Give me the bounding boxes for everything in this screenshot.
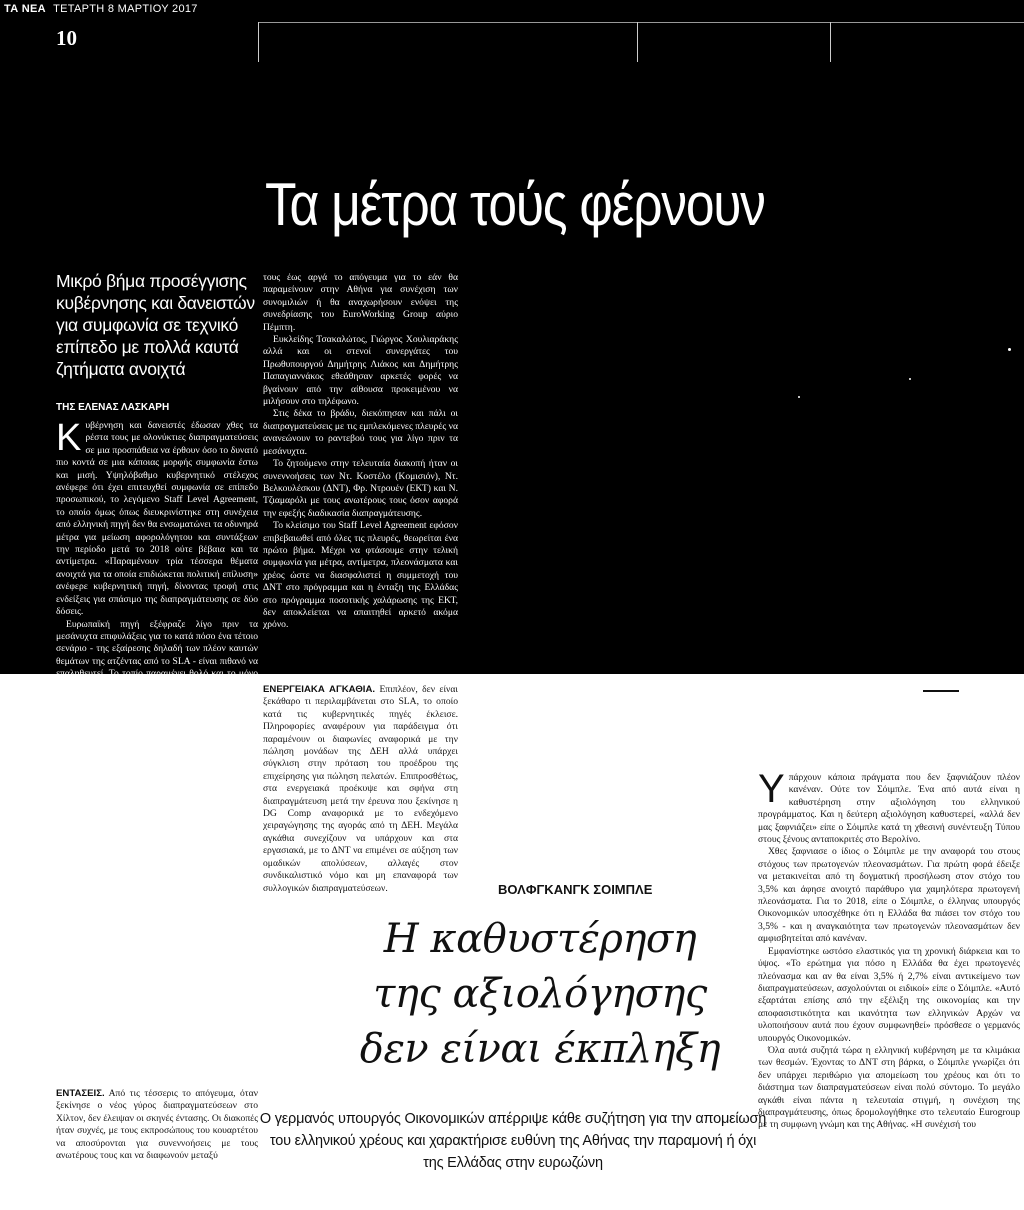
article-headline: Τα μέτρα τούς φέρνουν [265, 171, 765, 238]
drop-cap: Υ [758, 767, 785, 811]
masthead-date: ΤΕΤΑΡΤΗ 8 ΜΑΡΤΙΟΥ 2017 [53, 3, 198, 15]
paragraph: τους έως αργά το απόγευμα για το εάν θα παραμείνουν στην Αθήνα για συνέχιση των συνομιλιών ή θα αναχωρήσουν ενόψει της συνεδρίασης του EuroWorking Group αύριο Πέμπτη. [263, 272, 458, 333]
paragraph: Το ζητούμενο στην τελευταία διακοπή ήταν οι συνεννοήσεις των Ντ. Κοστέλο (Κομισιόν), Ντ. Βελκουλέσκου (ΔΝΤ), Φρ. Ντρουέν (ΕΚΤ) και Ν. Τζιαμαρόλι με τους ανωτέρους τους όσον αφορά την εφεξής διαδικασία διαπραγμάτευσης. [263, 458, 458, 519]
paragraph-text: υβέρνηση και δανειστές έδωσαν χθες τα ρέστα τους με ολονύκτιες διαπραγματεύσεις σε μια προσπάθεια να έρθουν όσο το δυνατό πιο κοντά σε μια κάποιας μορφής συμφωνία έστω και μισή. Υψηλόβαθμο κυβερνητικό στέλεχος ανέφερε ότι έχει επιτευχθεί συμφωνία σε επίπεδο προσωπικού, το λεγόμενο Staff Level Agreement, το οποίο όμως όπως διευκρινίστηκε στη συνέχεια από ελληνική πηγή δεν θα ενσωματώνει τα οδυνηρά μέτρα για μείωση αφορολόγητου και συντάξεων την περίοδο μετά το 2018 ούτε βέβαια και τα αντίμετρα. «Παραμένουν τρία τέσσερα θέματα ανοιχτά για τα οποία επιδιώκεται πολιτική επίλυση» ανέφερε κυβερνητική πηγή, δίνοντας τροφή στις ενδείξεις για σπάσιμο της διαπραγμάτευσης σε δύο δόσεις. [56, 420, 258, 618]
photo-speck [909, 378, 911, 380]
article-column-2 [263, 272, 458, 632]
decorative-dash [923, 690, 959, 692]
sidebar-title-line: Η καθυστέρηση [383, 916, 697, 962]
page-header-bar [0, 0, 1024, 62]
page-number: 10 [56, 26, 77, 50]
paragraph: Ευρωπαϊκή πηγή εξέφραζε λίγο πριν τα μεσάνυχτα επιφυλάξεις για το κατά πόσο ένα τέτοιο σενάριο - της εξαίρεσης δηλαδή των πλέον καυτών θεμάτων της ατζέντας από το SLA - είναι πιθανό να επαληθευτεί. Το τοπίο παραμένει θολό και το μόνο βέβαιο είναι ότι ως την τελευταία στιγμή οι εμπλεκόμενες πλευρές επιχειρούσαν να μην αναγκαστούν οι δανειστές από την Αθήνα σε κλίμα αδιεξόδου. Έτσι οι διαπραγματεύσεις θα συνεχιστούν και σήμερα. [56, 618, 258, 742]
paragraph [56, 417, 258, 619]
photo-speck [798, 396, 800, 398]
paragraph: Χθες ξαφνιασε ο ίδιος ο Σόιμπλε με την αναφορά του στους στόχους των πρωτογενών πλεονασμάτων. Για πρώτη φορά έδειξε να μετακινείται από τη δογματική προσήλωση στον στόχο του 3,5% και άφησε ανοιχτό παράθυρο για χαμηλότερα πρωτογενή πλεονάσματα. Για το 2018, είπε ο Σόιμπλε, ο έλληνας υπουργός Οικονομικών υποσχέθηκε ότι η Ελλάδα θα πιάσει τον στόχο του 3,5% - και η αναγκαιότητα των πρωτογενών πλεονασμάτων δεν αμφισβητείται από κανέναν. [758, 846, 1020, 945]
article-column-1 [56, 417, 258, 978]
article-deck: Μικρό βήμα προσέγγισης κυβέρνησης και δανειστών για συμφωνία σε τεχνικό επίπεδο με πολλά καυτά ζητήματα ανοιχτά [56, 271, 255, 379]
header-rule [258, 22, 1024, 23]
paragraph [758, 767, 1020, 846]
paragraph-text: πάρχουν κάποια πράγματα που δεν ξαφνιάζουν πλέον κανέναν. Ούτε τον Σόιμπλε. Ένα από αυτά είναι η καθυστέρηση στην αξιολόγηση του ελληνικού προγράμματος. Και η δεύτερη αξιολόγηση καθυστερεί, «αλλά δεν μας ξαφνιάζει» είπε ο Σόιμπλε κατά τη χθεσινή συνέντευξη Τύπου στους ξένους ανταποκριτές στο Βερολίνο. [758, 772, 1020, 846]
paragraph [263, 684, 458, 895]
sidebar-kicker: ΒΟΛΦΓΚΑΝΓΚ ΣΟΙΜΠΛΕ [498, 882, 653, 897]
sidebar-title-line: της αξιολόγησης [373, 971, 707, 1017]
subheading: ΕΝΕΡΓΕΙΑΚΑ ΑΓΚΑΘΙΑ. [263, 684, 376, 695]
photo-speck [1008, 348, 1011, 351]
paragraph-text: Επιπλέον, δεν είναι ξεκάθαρο τι περιλαμβάνεται στο SLA, το οποίο κατά τις κυβερνητικές πηγές έκλεισε. Πληροφορίες αναφέρουν για παράδειγμα ότι παραμένουν οι διαφωνίες αναφορικά με την πώληση μονάδων της ΔΕΗ αλλά υπάρχει σύγκλιση στην πρόταση του προέδρου της επιχείρησης για πώληση πελατών. Επιπροσθέτως, στα ενεργειακά προέκυψε και σφήνα στη διαπραγμάτευση μετά την έρευνα που ξεκίνησε η DG Comp αναφορικά με το ενδεχόμενο χειραγώγησης της αγοράς από τη ΔΕΗ. Μεγάλα αγκάθια συνεχίζουν να υπάρχουν και στα εργασιακά, με το ΔΝΤ να επιμένει σε αύξηση των ομαδικών απολύσεων, αλλαγές στον συνδικαλιστικό νόμο και μη επαναφορά των συλλογικών διαπραγματεύσεων. [263, 684, 458, 894]
paragraph-text: Από τις τέσσερις το απόγευμα, όταν ξεκίνησε ο νέος γύρος διαπραγματεύσεων στο Χίλτον, δεν έλειψαν οι σκηνές έντασης. Οι διακοπές ήταν συχνές, με τους εκπροσώπους του κουαρτέτου να αποσύρονται για συνεννοήσεις με τους ανωτέρους τους και να διαφωνούν μεταξύ [56, 1088, 258, 1162]
header-divider [258, 22, 259, 62]
drop-cap: Κ [56, 417, 82, 459]
masthead [4, 3, 198, 15]
paragraph: Το κλείσιμο του Staff Level Agreement εφόσον επιβεβαιωθεί από όλες τις πλευρές, θεωρείται ένα πρώτο βήμα. Μέχρι να φτάσουμε στην τελική συμφωνία για μέτρα, αντίμετρα, πλεονάσματα και χρέος ώστε να διασφαλιστεί η συμμετοχή του ΔΝΤ στο πρόγραμμα και η ένταξη της Ελλάδας στο πρόγραμμα ποσοτικής χαλάρωσης της ΕΚΤ, δεν αποκλείεται να απαιτηθεί αρκετό ακόμα χρόνο. [263, 520, 458, 631]
paragraph: Εμφανίστηκε ωστόσο ελαστικός για τη χρονική διάρκεια και το ύψος. «Το ερώτημα για πόσο η Ελλάδα θα έχει πρωτογενές πλεόνασμα και αν θα είναι 3,5% ή 2,7% είναι αντικείμενο των διαπραγματεύσεων, ασχολούνται οι ειδικοί» είπε ο Σόιμπλε. «Αυτό εξαρτάται επίσης από την εξέλιξη της οικονομίας και την αποφασιστικότητα και ικανότητα των ελληνικών Αρχών να υλοποιήσουν αυτά που έχουν συμφωνηθεί» πρόσθεσε ο γερμανός υπουργός Οικονομικών. [758, 945, 1020, 1044]
masthead-brand: ΤΑ ΝΕΑ [4, 3, 46, 15]
article-column-2-continued [263, 684, 458, 895]
paragraph: Η προσπάθεια συγκλίσεων φαινόταν από το βράδυ της Δευτέρας, όταν κατά πληροφορίες από κυβερνητικές πηγές το ΔΝΤ αποδέχθηκε την υπεραπόδοση του πρωτογενούς πλεονάσματος το 2016 με μόνιμα χαρακτηριστικά σε ένα σημαντικό βαθμό. Η εξέλιξη αυτή σπάθηκε ικανή για να κλείσει έως το δημοσιονομικό κενό για το 2018 με μόνες παρεμβάσεις στο μέτωπο των περικοπών επιδομάτων τα οποία θα ενσωματωθούν στο Κοινωνικό Εισόδημα Αλληλεγγύης. Αυτές οι παρεμβάσεις είχαν συμφωνηθεί από τον Δεκέμβριο. Η κυβέρνηση, χωρίς να έχει πει το οριστικό και, φέρεται να αποδέχεται τα νέα μέτρα ύψους 2% του ΑΕΠ (ενδεχομένως να κατέβει ο πήχης οριακά στην περιοχή του 1,9% του ΑΕΠ ή κατά περίπου 180 εκατ. ευρώ σε σύνολο 3,6 δισ.) με το αφορολόγητο να κατεβαίνει στα 6.000 ευρώ από το 2019 και τις συντάξεις να μπαίνουν στην κλίνη του Προκρούστη το 2020. [56, 742, 258, 977]
paragraph [56, 1088, 258, 1162]
sidebar-title-line: δεν είναι έκπληξη [359, 1026, 721, 1072]
paragraph: Στις δέκα το βράδυ, διεκόπησαν και πάλι οι διαπραγματεύσεις με τις εμπλεκόμενες πλευρές να ανανεώνουν το ραντεβού τους για λίγο πριν τα μεσάνυχτα. [263, 408, 458, 457]
byline: ΤΗΣ ΕΛΕΝΑΣ ΛΑΣΚΑΡΗ [56, 402, 170, 413]
header-divider [637, 22, 638, 62]
sidebar-subtitle: Ο γερμανός υπουργός Οικονομικών απέρριψε κάθε συζήτηση για την απομείωση του ελληνικού χρέους και χαρακτήρισε ευθύνη της Αθήνας την παραμονή ή όχι της Ελλάδας στην ευρωζώνη [259, 1111, 767, 1171]
article-column-1-continued [56, 1088, 258, 1162]
header-divider [830, 22, 831, 62]
paragraph: Όλα αυτά συζητά τώρα η ελληνική κυβέρνηση με τα κλιμάκια των θεσμών. Έχοντας το ΔΝΤ στη βάρκα, ο Σόιμπλε γνωρίζει ότι δεν υπάρχει περιθώριο για απομείωση του χρέους και ότι το διάστημα των διαπραγματεύσεων είναι πολύ σύντομο. Το μεγάλο αγκάθι είναι πάντα η τελευταία στιγμή, η συνέχιση της διαπραγμάτευσης, όπως δρομολογήθηκε στο τελευταίο Eurogroup με τη συμφωνη γνώμη και της Αθήνας. «Η συνέχισή του [758, 1044, 1020, 1131]
subheading: ΕΝΤΑΣΕΙΣ. [56, 1088, 105, 1099]
sidebar-title [305, 912, 775, 1077]
sidebar-column [758, 767, 1020, 1132]
paragraph: Ευκλείδης Τσακαλώτος, Γιώργος Χουλιαράκης αλλά και οι στενοί συνεργάτες του Πρωθυπουργού Δημήτρης Λιάκος και Δημήτρης Παπαγιαννάκος εθεάθησαν αρκετές φορές να βγαίνουν από την αίθουσα προκειμένου να μιλήσουν στο τηλέφωνο. [263, 334, 458, 408]
